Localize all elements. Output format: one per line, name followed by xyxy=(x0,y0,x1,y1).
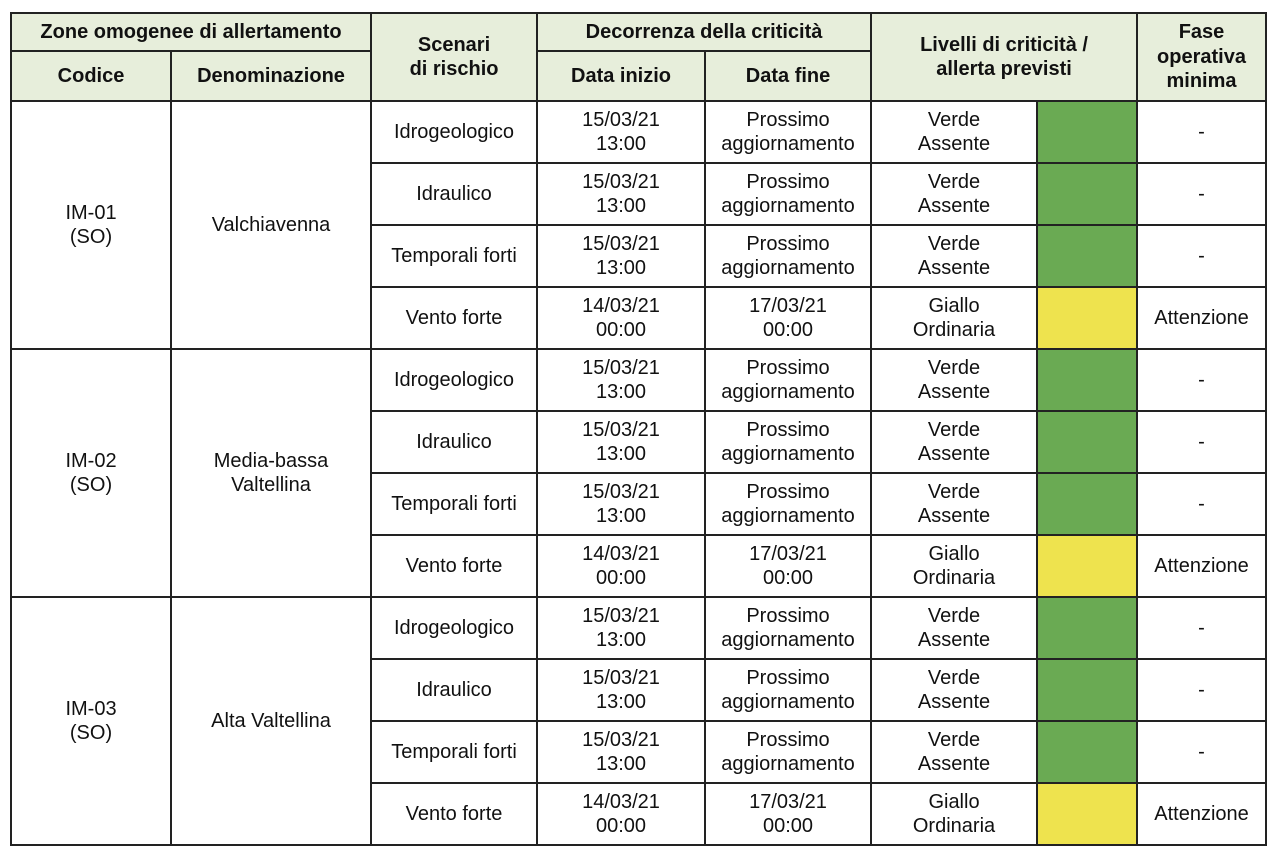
phase-cell: - xyxy=(1137,597,1266,659)
level-color-swatch xyxy=(1037,349,1137,411)
scenario-cell: Idrogeologico xyxy=(371,597,537,659)
scenario-cell: Idraulico xyxy=(371,163,537,225)
level-color-swatch xyxy=(1037,411,1137,473)
fase-header: Fase operativa minima xyxy=(1137,13,1266,101)
scenari-header: Scenari di rischio xyxy=(371,13,537,101)
data-fine-header: Data fine xyxy=(705,51,871,101)
level-cell: Verde Assente xyxy=(871,225,1037,287)
scenario-cell: Temporali forti xyxy=(371,721,537,783)
level-color-swatch xyxy=(1037,473,1137,535)
scenario-cell: Idraulico xyxy=(371,411,537,473)
zone-name-cell: Alta Valtellina xyxy=(171,597,371,845)
end-date-cell: Prossimo aggiornamento xyxy=(705,163,871,225)
scenario-cell: Idraulico xyxy=(371,659,537,721)
level-cell: Verde Assente xyxy=(871,659,1037,721)
level-cell: Giallo Ordinaria xyxy=(871,783,1037,845)
start-date-cell: 15/03/21 13:00 xyxy=(537,411,705,473)
start-date-cell: 15/03/21 13:00 xyxy=(537,225,705,287)
alert-table xyxy=(10,12,1267,846)
scenario-cell: Idrogeologico xyxy=(371,101,537,163)
start-date-cell: 15/03/21 13:00 xyxy=(537,597,705,659)
phase-cell: Attenzione xyxy=(1137,783,1266,845)
start-date-cell: 15/03/21 13:00 xyxy=(537,163,705,225)
table-row xyxy=(11,349,1266,411)
end-date-cell: 17/03/21 00:00 xyxy=(705,783,871,845)
codice-header: Codice xyxy=(11,51,171,101)
end-date-cell: Prossimo aggiornamento xyxy=(705,721,871,783)
level-cell: Giallo Ordinaria xyxy=(871,535,1037,597)
livelli-header: Livelli di criticità / allerta previsti xyxy=(871,13,1137,101)
level-color-swatch xyxy=(1037,163,1137,225)
zone-code-cell: IM-01 (SO) xyxy=(11,101,171,349)
level-color-swatch xyxy=(1037,597,1137,659)
start-date-cell: 14/03/21 00:00 xyxy=(537,287,705,349)
start-date-cell: 15/03/21 13:00 xyxy=(537,473,705,535)
level-cell: Verde Assente xyxy=(871,349,1037,411)
end-date-cell: Prossimo aggiornamento xyxy=(705,597,871,659)
phase-cell: - xyxy=(1137,349,1266,411)
scenario-cell: Vento forte xyxy=(371,783,537,845)
level-cell: Giallo Ordinaria xyxy=(871,287,1037,349)
phase-cell: - xyxy=(1137,163,1266,225)
level-color-swatch xyxy=(1037,287,1137,349)
phase-cell: - xyxy=(1137,411,1266,473)
end-date-cell: Prossimo aggiornamento xyxy=(705,411,871,473)
scenario-cell: Idrogeologico xyxy=(371,349,537,411)
scenario-cell: Vento forte xyxy=(371,287,537,349)
end-date-cell: Prossimo aggiornamento xyxy=(705,473,871,535)
level-cell: Verde Assente xyxy=(871,411,1037,473)
level-cell: Verde Assente xyxy=(871,473,1037,535)
data-inizio-header: Data inizio xyxy=(537,51,705,101)
zone-code-cell: IM-03 (SO) xyxy=(11,597,171,845)
level-color-swatch xyxy=(1037,659,1137,721)
table-row xyxy=(11,597,1266,659)
level-cell: Verde Assente xyxy=(871,163,1037,225)
start-date-cell: 15/03/21 13:00 xyxy=(537,659,705,721)
end-date-cell: Prossimo aggiornamento xyxy=(705,225,871,287)
scenario-cell: Temporali forti xyxy=(371,473,537,535)
scenario-cell: Temporali forti xyxy=(371,225,537,287)
level-color-swatch xyxy=(1037,535,1137,597)
end-date-cell: Prossimo aggiornamento xyxy=(705,349,871,411)
level-color-swatch xyxy=(1037,721,1137,783)
zone-code-cell: IM-02 (SO) xyxy=(11,349,171,597)
phase-cell: - xyxy=(1137,473,1266,535)
phase-cell: - xyxy=(1137,721,1266,783)
level-cell: Verde Assente xyxy=(871,721,1037,783)
phase-cell: - xyxy=(1137,659,1266,721)
start-date-cell: 15/03/21 13:00 xyxy=(537,349,705,411)
decorrenza-header: Decorrenza della criticità xyxy=(537,13,871,51)
zone-name-cell: Valchiavenna xyxy=(171,101,371,349)
start-date-cell: 14/03/21 00:00 xyxy=(537,783,705,845)
phase-cell: - xyxy=(1137,225,1266,287)
start-date-cell: 15/03/21 13:00 xyxy=(537,101,705,163)
end-date-cell: Prossimo aggiornamento xyxy=(705,101,871,163)
phase-cell: Attenzione xyxy=(1137,287,1266,349)
table-row xyxy=(11,101,1266,163)
level-cell: Verde Assente xyxy=(871,597,1037,659)
end-date-cell: 17/03/21 00:00 xyxy=(705,535,871,597)
phase-cell: Attenzione xyxy=(1137,535,1266,597)
zone-name-cell: Media-bassa Valtellina xyxy=(171,349,371,597)
start-date-cell: 15/03/21 13:00 xyxy=(537,721,705,783)
zone-group-header: Zone omogenee di allertamento xyxy=(11,13,371,51)
start-date-cell: 14/03/21 00:00 xyxy=(537,535,705,597)
level-color-swatch xyxy=(1037,225,1137,287)
level-cell: Verde Assente xyxy=(871,101,1037,163)
denominazione-header: Denominazione xyxy=(171,51,371,101)
level-color-swatch xyxy=(1037,101,1137,163)
end-date-cell: 17/03/21 00:00 xyxy=(705,287,871,349)
end-date-cell: Prossimo aggiornamento xyxy=(705,659,871,721)
level-color-swatch xyxy=(1037,783,1137,845)
scenario-cell: Vento forte xyxy=(371,535,537,597)
alert-bulletin xyxy=(10,12,1267,846)
table-body xyxy=(11,101,1266,845)
phase-cell: - xyxy=(1137,101,1266,163)
